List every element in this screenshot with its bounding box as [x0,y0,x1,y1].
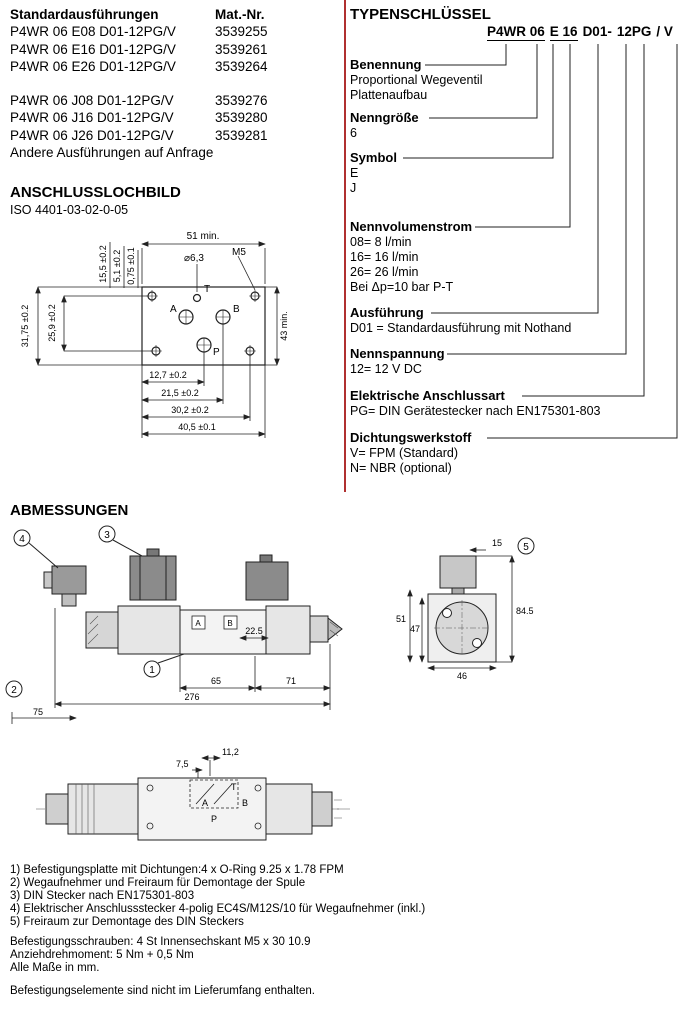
dim-15: 15 [492,538,503,548]
mat-nr: 3539255 [215,24,268,40]
section-heading: Elektrische Anschlussart [350,388,505,403]
dimension-drawing [0,522,700,866]
footnote-1: 1) Befestigungsplatte mit Dichtungen:4 x O-Ring 9.25 x 1.78 FPM [10,864,344,876]
table-gap [10,75,340,92]
type-code: P4WR 06 J16 D01-12PG/V [10,110,174,126]
mounting-notes [10,936,610,975]
section-benennung [350,57,700,103]
standard-versions-table [10,6,340,161]
table-row [10,58,340,75]
section-line: 12= 12 V DC [350,362,422,376]
table-row [10,92,340,109]
type-code: P4WR 06 J08 D01-12PG/V [10,93,174,109]
port-b-label: B [233,304,240,315]
dim-51min: 51 min. [186,231,220,242]
section-nenngroesse [350,110,700,141]
dim-7-5: 7,5 [176,759,189,769]
hole-crosshairs [146,290,261,357]
code-version: D01- [582,24,612,39]
dim-43min: 43 min. [279,311,289,341]
section-heading: Symbol [350,150,397,165]
dim-11-2: 11,2 [222,747,239,757]
code-voltage-connector: 12PG [616,24,652,39]
din-connector-right [246,555,288,600]
end-view [396,538,534,681]
section-line: 6 [350,126,357,140]
note-torque: Anziehdrehmoment: 5 Nm + 0,5 Nm [10,949,194,961]
callout-1-number: 1 [149,665,155,676]
section-nennvolumenstrom [350,219,700,295]
callout-2-number: 2 [11,685,17,696]
standard-versions-title: Standardausführungen [10,7,159,22]
other-versions-note: Andere Ausführungen auf Anfrage [10,145,214,161]
note-screws: Befestigungsschrauben: 4 St Innensechskant M5 x 30 10.9 [10,936,311,948]
dim-m5: M5 [232,247,246,258]
section-dichtungswerkstoff [350,430,700,476]
section-heading: Benennung [350,57,422,72]
typenschluessel-title: TYPENSCHLÜSSEL [350,6,491,23]
mounting-plate [142,287,265,365]
dim-5-1: 5,1 ±0.2 [112,249,122,283]
mounting-hole-drawing [0,222,345,480]
type-code: P4WR 06 E16 D01-12PG/V [10,41,176,57]
section-line: E [350,166,359,180]
mat-nr: 3539281 [215,127,268,143]
dim-12-7: 12,7 ±0.2 [149,370,187,380]
type-code-line [487,24,678,39]
section-line: J [350,181,357,195]
port-p-label: P [213,347,220,358]
note-scope: Befestigungselemente sind nicht im Lieferumfang enthalten. [10,985,315,997]
dimension-lines [38,242,277,438]
code-symbol-flow: E 16 [549,24,578,39]
dim-0-75: 0,75 ±0.1 [126,247,136,285]
top-port-t: T [231,782,237,792]
section-line: Proportional Wegeventil [350,73,483,87]
code-series: P4WR 06 [487,24,545,39]
section-elektrische-anschlussart [350,388,700,419]
section-line: 08= 8 l/min [350,235,412,249]
cable-plug-item4 [44,566,86,606]
section-heading: Dichtungswerkstoff [350,430,472,445]
code-seal: / V [656,24,673,39]
top-port-b: B [242,798,249,808]
dim-84-5: 84.5 [516,606,534,616]
dim-40-5: 40,5 ±0.1 [178,422,216,432]
dim-71: 71 [285,676,297,686]
callout-5-number: 5 [523,542,529,553]
dim-22-5: 22.5 [245,626,263,636]
section-symbol [350,150,700,196]
section-ausfuehrung [350,305,700,336]
dim-21-5: 21,5 ±0.2 [161,388,199,398]
footnote-3: 3) DIN Stecker nach EN175301-803 [10,890,195,902]
valve-body-side [86,606,342,654]
type-code: P4WR 06 E26 D01-12PG/V [10,58,176,74]
section-heading: Nennvolumenstrom [350,219,473,234]
section-line: D01 = Standardausführung mit Nothand [350,321,572,335]
callout-4-number: 4 [19,534,25,545]
dim-47: 47 [409,624,420,634]
dim-46: 46 [456,671,468,681]
note-units: Alle Maße in mm. [10,962,100,974]
section-line: 26= 26 l/min [350,265,419,279]
section-line: Plattenaufbau [350,88,428,102]
section-nennspannung [350,346,700,377]
section-line: Bei Δp=10 bar P-T [350,280,454,294]
abmessungen-title: ABMESSUNGEN [10,502,129,519]
dim-276: 276 [184,692,200,702]
section-heading: Nennspannung [350,346,445,361]
dim-31-75: 31,75 ±0.2 [20,304,30,348]
top-view-body [46,778,332,840]
anschluss-title: ANSCHLUSSLOCHBILD [10,184,181,201]
mat-nr: 3539264 [215,58,268,74]
top-view [36,747,350,840]
type-code: P4WR 06 E08 D01-12PG/V [10,24,176,40]
dim-6-3: ⌀6,3 [184,253,204,264]
dim-51: 51 [395,614,406,624]
callout-3-number: 3 [104,530,110,541]
section-line: PG= DIN Gerätestecker nach EN175301-803 [350,404,601,418]
mat-nr: 3539261 [215,41,268,57]
table-row [10,109,340,126]
table-row [10,127,340,144]
iso-standard: ISO 4401-03-02-0-05 [10,203,129,217]
din-connector-left [130,549,176,600]
dim-25-9: 25,9 ±0.2 [47,304,57,342]
footnote-2: 2) Wegaufnehmer und Freiraum für Demontage der Spule [10,877,306,889]
mat-nr: 3539276 [215,93,268,109]
footnotes [10,864,610,929]
dim-75: 75 [32,707,44,717]
section-line: 16= 16 l/min [350,250,419,264]
port-t-label: T [204,284,211,295]
table-header-row [10,6,340,23]
table-row [10,41,340,58]
dim-30-2: 30,2 ±0.2 [171,405,209,415]
footnote-5: 5) Freiraum zur Demontage des DIN Steckers [10,916,244,928]
section-heading: Nenngröße [350,110,419,125]
mat-nr: 3539280 [215,110,268,126]
side-port-b: B [227,619,233,628]
table-row [10,23,340,40]
side-port-a: A [195,619,201,628]
section-line: N= NBR (optional) [350,461,452,475]
top-dimension-lines [192,758,220,778]
type-code: P4WR 06 J26 D01-12PG/V [10,127,174,143]
side-view [6,526,342,724]
section-heading: Ausführung [350,305,424,320]
footnote-4: 4) Elektrischer Anschlussstecker 4-polig EC4S/M12S/10 für Wegaufnehmer (inkl.) [10,903,426,915]
top-port-a: A [202,798,209,808]
dim-15-5: 15,5 ±0.2 [98,245,108,283]
dim-65: 65 [210,676,222,686]
top-port-p: P [211,814,218,824]
section-line: V= FPM (Standard) [350,446,459,460]
mat-nr-header: Mat.-Nr. [215,7,265,22]
port-a-label: A [170,304,177,315]
